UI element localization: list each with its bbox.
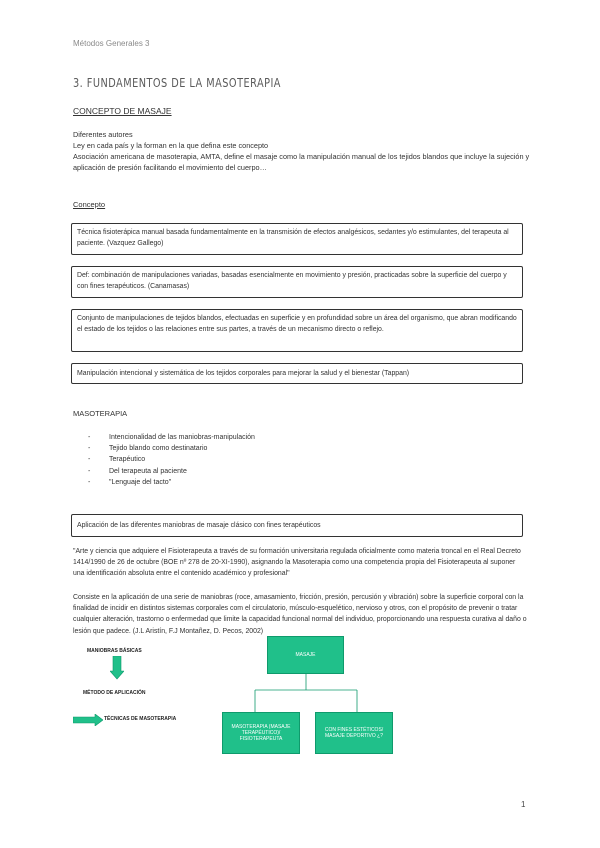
list-item: - Intencionalidad de las maniobras-manipulación xyxy=(88,434,255,441)
masoterapia-label: MASOTERAPIA xyxy=(73,409,128,418)
aesthetic-massage-box: CON FINES ESTÉTICOS/ MASAJE DEPORTIVO ¿? xyxy=(315,712,393,754)
definition-paragraph: Consiste en la aplicación de una serie de maniobras (roce, amasamiento, fricción, presión, percusión y vibración) sobre la superficie corporal con la finalidad de incidir en distintos sistemas corporales com el circulatorio, músculo-esquelético, nervioso y otros, con el propósito de prevenir o tratar cualquier alteración, trastorno o enfermedad que limite la capacidad funcional normal del individuo, proporcionando una respuesta curativa al daño o lesión que padece. (J.L Aristín, F.J Montañez, D. Pecos, 2002) xyxy=(73,594,527,635)
list-item: - Tejido blando como destinatario xyxy=(88,445,208,453)
list-item: - Terapéutico xyxy=(88,456,146,464)
list-item: - Del terapeuta al paciente xyxy=(88,467,187,475)
massage-box: MASAJE xyxy=(267,636,344,674)
concept-heading: CONCEPTO DE MASAJE xyxy=(73,106,172,116)
definition-box: Manipulación intencional y sistemática de los tejidos corporales para mejorar la salud y el bienestar (Tappan) xyxy=(71,363,523,384)
masoterapia-box: MASOTERAPIA (MASAJE TERAPÉUTICO)/ FISIOTERAPEUTA xyxy=(222,712,300,754)
running-header: Métodos Generales 3 xyxy=(73,39,150,48)
intro-line: Asociación americana de masoterapia, AMTA, define el masaje como la manipulación manual de los tejidos blandos que incluye la sujeción y aplicación de presión facilitando el movimiento del cuerpo… xyxy=(73,152,530,172)
definition-box: Técnica fisioterápica manual basada fundamentalmente en la transmisión de efectos analgésicos, sedantes y/o estimulantes, del terapeuta al paciente. (Vazquez Gallego) xyxy=(71,223,523,255)
characteristics-list xyxy=(88,432,255,488)
list-item: - "Lenguaje del tacto" xyxy=(88,478,172,486)
right-arrow-icon xyxy=(73,714,103,726)
label-techniques: TÉCNICAS DE MASOTERAPIA xyxy=(104,716,177,722)
intro-text xyxy=(73,129,533,173)
application-box: Aplicación de las diferentes maniobras de masaje clásico con fines terapéuticos xyxy=(71,514,523,537)
connector-lines xyxy=(245,674,395,714)
label-application-method: MÉTODO DE APLICACIÓN xyxy=(83,690,146,696)
intro-line: Diferentes autores xyxy=(73,130,133,139)
down-arrow-icon xyxy=(110,656,124,680)
massage-diagram xyxy=(70,632,410,762)
intro-line: Ley en cada país y la forman en la que defina este concepto xyxy=(73,141,269,150)
section-title: 3. FUNDAMENTOS DE LA MASOTERAPIA xyxy=(73,75,281,90)
definition-box: Def: combinación de manipulaciones variadas, basadas esencialmente en movimiento y presión, practicadas sobre la superficie del cuerpo y con fines terapéuticos. (Canamasas) xyxy=(71,266,523,298)
concepto-label: Concepto xyxy=(73,200,106,209)
label-basic-maneuvers: MANIOBRAS BÁSICAS xyxy=(87,648,142,654)
definition-box: Conjunto de manipulaciones de tejidos blandos, efectuadas en superficie y en profundidad sobre un área del organismo, que abran modificando el estado de los tejidos o las relaciones entre sus partes, a través de un mecanismo directo o reflejo. xyxy=(71,309,523,352)
quote-text: "Arte y ciencia que adquiere el Fisioterapeuta a través de su formación universitaria regulada oficialmente como materia troncal en el Real Decreto 1414/1990 de 26 de octubre (BOE nº 278 de 20-XI-1990), asignando la Masoterapia como una competencia propia del Fisioterapeuta al suponer una identificación absoluta entre el contenido académico y profesional" xyxy=(73,548,521,578)
page-number: 1 xyxy=(521,800,526,809)
